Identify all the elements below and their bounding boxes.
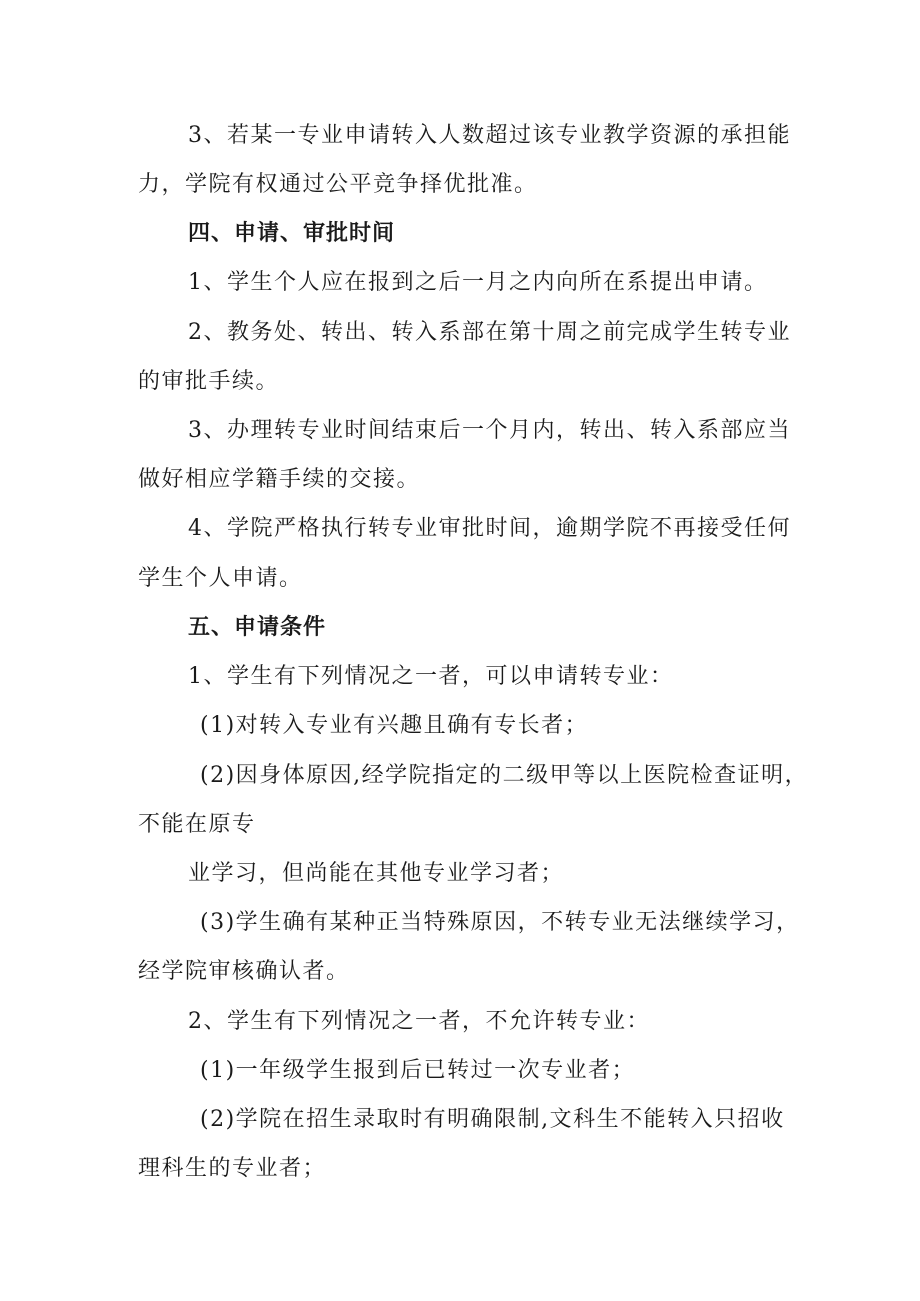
paragraph-line: 4、学院严格执行转专业审批时间，逾期学院不再接受任何 (188, 516, 791, 541)
list-item-line: (3)学生确有某种正当特殊原因，不转专业无法继续学习， (200, 910, 800, 935)
paragraph-line: 做好相应学籍手续的交接。 (138, 467, 421, 492)
section-heading: 四、申请、审批时间 (188, 221, 396, 246)
paragraph-line: 1、学生有下列情况之一者，可以申请转专业： (188, 664, 674, 689)
paragraph-line: 3、办理转专业时间结束后一个月内，转出、转入系部应当 (188, 418, 791, 443)
paragraph-line: 业学习，但尚能在其他专业学习者； (188, 861, 565, 886)
paragraph-line: 理科生的专业者； (138, 1156, 327, 1181)
paragraph-line: 2、学生有下列情况之一者，不允许转专业： (188, 1009, 650, 1034)
paragraph-line: 力，学院有权通过公平竞争择优批准。 (138, 172, 538, 197)
paragraph-line: 2、教务处、转出、转入系部在第十周之前完成学生转专业 (188, 320, 791, 345)
paragraph-line: 经学院审核确认者。 (138, 959, 350, 984)
paragraph-line: 学生个人申请。 (138, 566, 303, 591)
section-heading: 五、申请条件 (188, 615, 327, 640)
paragraph-line: 的审批手续。 (138, 369, 280, 394)
list-item-line: (1)对转入专业有兴趣且确有专长者； (200, 713, 589, 738)
paragraph-line: 3、若某一专业申请转入人数超过该专业教学资源的承担能 (188, 123, 791, 148)
paragraph-line: 不能在原专 (138, 812, 256, 837)
list-item-line: (2)学院在招生录取时有明确限制,文科生不能转入只招收 (200, 1107, 785, 1132)
paragraph-line: 1、学生个人应在报到之后一月之内向所在系提出申请。 (188, 270, 768, 295)
list-item-line: (1)一年级学生报到后已转过一次专业者； (200, 1058, 636, 1083)
list-item-line: (2)因身体原因,经学院指定的二级甲等以上医院检查证明， (200, 763, 809, 788)
